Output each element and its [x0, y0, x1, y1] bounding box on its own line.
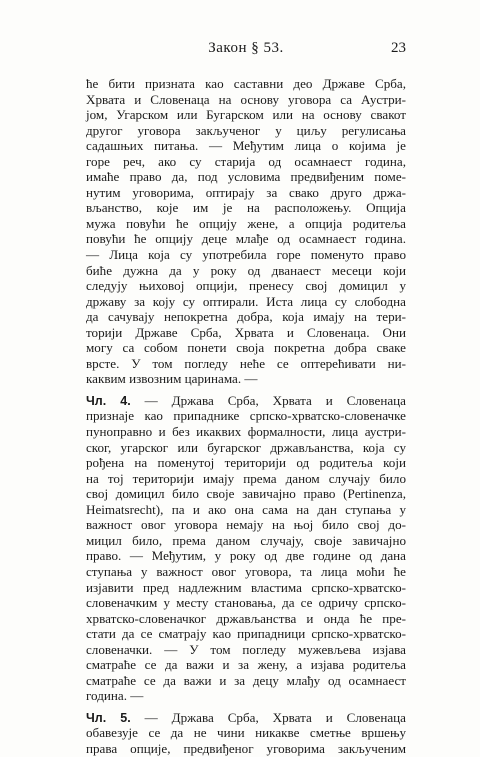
text-line: врсте. У том погледу неће се оптерећивати ни- — [86, 355, 406, 371]
text-line: мужа повући ће опцију жене, а опција родитеља — [86, 215, 406, 231]
text-line: ског, угарског или бугарског држављанства, која су — [86, 439, 406, 455]
text-line: рођена на поменутој територији од родитеља који — [86, 455, 406, 471]
text-line: вљанство, које им је на расположењу. Опција — [86, 200, 406, 216]
text-line: свој домицил било своје завичајно право (Pertinenza, — [86, 486, 406, 502]
text-line: нутим уговорима, оптирају за свако друго држа- — [86, 184, 406, 200]
text-line: биће дужна да у року од дванаест месеци који — [86, 262, 406, 278]
text-line: ће бити призната као саставни део Државе Срба, — [86, 76, 406, 91]
text-line: каквим извозним царинама. — — [86, 371, 258, 387]
text-line: могу са собом понети своја покретна добра сваке — [86, 340, 406, 356]
article-4-label: Чл. 4. — [86, 393, 131, 408]
text-line: хрватско-словеначког држављанства и онда ће пре- — [86, 610, 406, 626]
text-line: право. — Међутим, у року од две године од дана — [86, 548, 406, 564]
text-line: сматраће се да важи и за децу млађу од осамнаест — [86, 672, 406, 688]
text-line: Heimatsrecht), па и ако она сама на дан ступања у — [86, 501, 406, 517]
running-header — [86, 40, 406, 62]
text-line: пуноправно и без икаквих формалности, лица аустри- — [86, 424, 406, 440]
text-line: да сачувају непокретна добра, која имају на тери- — [86, 309, 406, 325]
page-number: 23 — [391, 40, 406, 56]
text-line: важност овог уговора немају на њој било свој до- — [86, 517, 406, 533]
article-5-first-line: — Држава Срба, Хрвата и Словенаца — [130, 709, 406, 725]
article-4-first-line: — Држава Срба, Хрвата и Словенаца — [130, 392, 406, 408]
text-line: другог уговора закљученог у циљу регулисања — [86, 122, 406, 138]
text-line: торији Државе Срба, Хрвата и Словенаца. Они — [86, 324, 406, 340]
text-line: јом, Угарском или Бугарском или на основу свакот — [86, 107, 406, 123]
text-line: права опције, предвиђеног уговорима закљученим — [86, 740, 406, 756]
text-line: имаће право да, под условима предвиђеним поме- — [86, 169, 406, 185]
article-5-body — [86, 725, 406, 756]
text-line: изјавити пред надлежним властима српско-хрватско- — [86, 579, 406, 595]
text-line: година. — — [86, 688, 144, 704]
text-line: горе реч, ако су старија од осамнаест година, — [86, 153, 406, 169]
text-line: словеначким у месту становања, да се одричу српско- — [86, 595, 406, 611]
text-line: ступања у важност овог уговора, та лица моћи ће — [86, 563, 406, 579]
text-line: обавезује се да не чини никакве сметње вршењу — [86, 725, 406, 741]
text-line: садашњих питања. — Међутим лица о којима је — [86, 138, 406, 154]
text-line: државу за коју су оптирали. Иста лица су слободна — [86, 293, 406, 309]
text-line: словеначки. — У том погледу мужевљева изјава — [86, 641, 406, 657]
text-line: на тој територији имају према даном случају било — [86, 470, 406, 486]
article-5-heading-line — [86, 710, 406, 726]
article-4-heading-line — [86, 393, 406, 409]
text-line: — Лица која су употребила горе поменуто право — [86, 247, 406, 263]
header-title: Закон § 53. — [208, 40, 284, 56]
text-line: признаје као припаднике српско-хрватско-словеначке — [86, 408, 406, 424]
article-4-body — [86, 408, 406, 703]
text-line: сматраће се да важи и за жену, а изјава родитеља — [86, 657, 406, 673]
text-line: Хрвата и Словенаца на основу уговора са Аустри- — [86, 91, 406, 107]
body-text — [86, 76, 406, 757]
article-5-label: Чл. 5. — [86, 710, 131, 725]
text-line: стати да се сматрају као припадници српско-хрватско- — [86, 626, 406, 642]
text-line: следују њиховој опцији, пренесу свој домицил у — [86, 278, 406, 294]
paragraph-continuation — [86, 76, 406, 387]
text-line: мицил било, према даном случају, своје завичајно — [86, 532, 406, 548]
text-line: повући ће опцију деце млађе од осамнаест година. — [86, 231, 406, 247]
